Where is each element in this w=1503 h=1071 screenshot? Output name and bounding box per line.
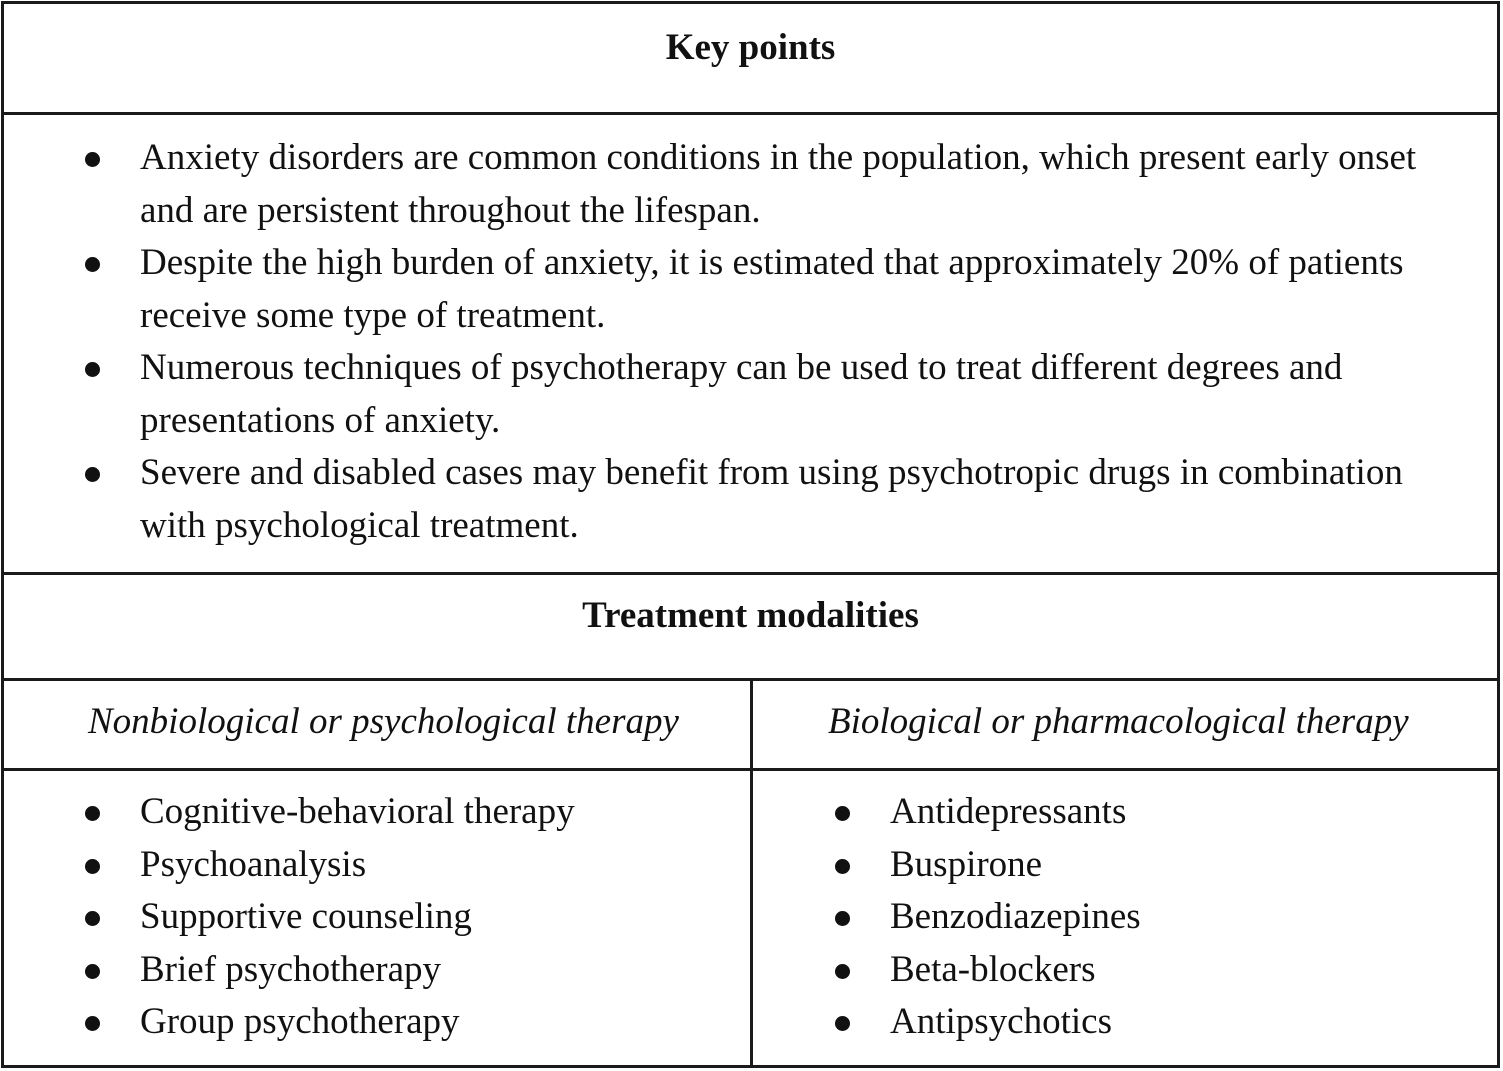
bullet-icon xyxy=(85,257,100,272)
key-points-table xyxy=(1,1,1500,1068)
list-item-text: Antipsychotics xyxy=(890,1001,1112,1042)
list-item-text: Beta-blockers xyxy=(890,948,1096,990)
key-point-text: Anxiety disorders are common conditions in the population, which present early onset and are persistent throughout the lifespan. xyxy=(140,137,1417,231)
bullet-icon xyxy=(835,859,850,874)
bullet-icon xyxy=(835,911,850,926)
key-point-text: Despite the high burden of anxiety, it is estimated that approximately 20% of patients receive some type of treatment. xyxy=(140,242,1404,336)
nonbiological-heading: Nonbiological or psychological therapy xyxy=(88,701,679,742)
divider xyxy=(4,572,1497,575)
list-item xyxy=(890,891,1480,944)
bullet-icon xyxy=(85,911,100,926)
list-item-text: Group psychotherapy xyxy=(140,1001,460,1042)
psychological-therapy-list xyxy=(140,786,740,1049)
key-point-text: Numerous techniques of psychotherapy can be used to treat different degrees and presentations of anxiety. xyxy=(140,347,1343,441)
key-point-text: Severe and disabled cases may benefit from using psychotropic drugs in combination with psychological treatment. xyxy=(140,452,1403,546)
treatment-modalities-title: Treatment modalities xyxy=(582,595,919,636)
list-item-text: Brief psychotherapy xyxy=(140,948,442,990)
list-item-text: Antidepressants xyxy=(890,791,1127,832)
list-item-text: Psychoanalysis xyxy=(140,843,367,885)
list-item xyxy=(140,891,740,944)
bullet-icon xyxy=(85,467,100,482)
list-item-text: Benzodiazepines xyxy=(890,896,1141,937)
list-item-text: Supportive counseling xyxy=(140,896,472,937)
list-item xyxy=(890,839,1480,892)
bullet-icon xyxy=(85,806,100,821)
key-point-item xyxy=(140,342,1460,447)
list-item xyxy=(890,786,1480,839)
list-item xyxy=(140,996,740,1049)
bullet-icon xyxy=(85,964,100,979)
bullet-icon xyxy=(835,806,850,821)
column-divider xyxy=(750,678,753,1065)
bullet-icon xyxy=(835,1016,850,1031)
biological-heading: Biological or pharmacological therapy xyxy=(828,701,1409,742)
key-point-item xyxy=(140,237,1460,342)
list-item xyxy=(140,786,740,839)
bullet-icon xyxy=(85,152,100,167)
key-points-list xyxy=(140,132,1460,552)
divider xyxy=(4,112,1497,115)
divider xyxy=(4,768,1497,771)
pharmacological-therapy-list xyxy=(890,786,1480,1049)
list-item xyxy=(890,996,1480,1049)
bullet-icon xyxy=(85,362,100,377)
list-item-text: Buspirone xyxy=(890,843,1043,885)
key-point-item xyxy=(140,447,1460,552)
bullet-icon xyxy=(85,859,100,874)
list-item xyxy=(890,944,1480,997)
bullet-icon xyxy=(85,1016,100,1031)
bullet-icon xyxy=(835,964,850,979)
key-points-title: Key points xyxy=(665,27,836,68)
list-item-text: Cognitive-behavioral therapy xyxy=(140,791,575,832)
list-item xyxy=(140,839,740,892)
key-point-item xyxy=(140,132,1460,237)
list-item xyxy=(140,944,740,997)
